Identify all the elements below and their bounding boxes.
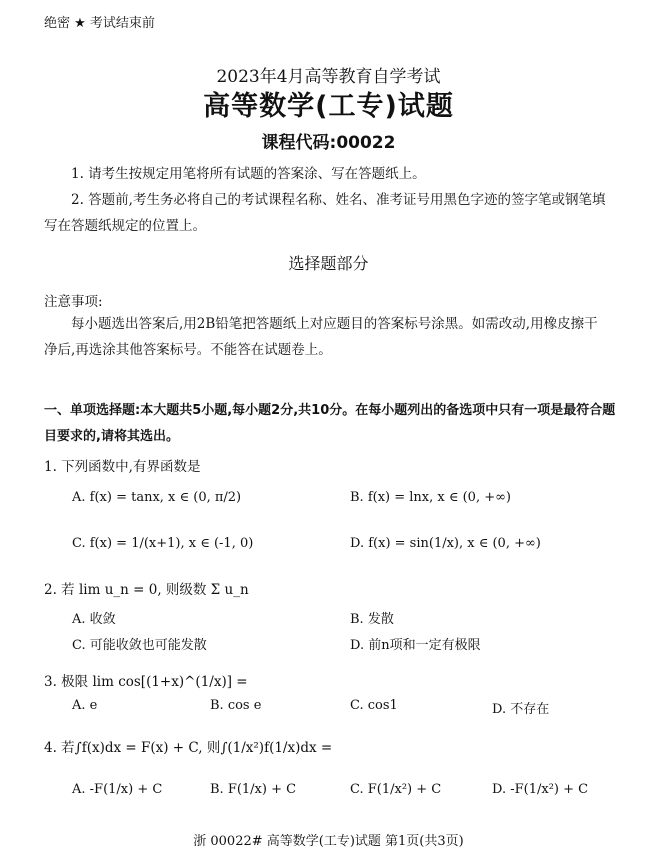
question-1-option-c: C. f(x) = 1/(x+1), x ∈ (-1, 0)	[72, 536, 254, 551]
question-3-option-b: B. cos e	[210, 698, 262, 713]
instruction-1: 1. 请考生按规定用笔将所有试题的答案涂、写在答题纸上。	[71, 166, 426, 182]
page-title: 高等数学(工专)试题	[203, 91, 454, 122]
question-1-stem: 1. 下列函数中,有界函数是	[44, 459, 201, 475]
course-code: 课程代码:00022	[261, 133, 396, 153]
question-2-stem: 2. 若 lim u_n = 0, 则级数 Σ u_n	[44, 582, 249, 598]
question-3-option-a: A. e	[72, 698, 98, 713]
question-2-option-b: B. 发散	[350, 612, 394, 627]
section-title: 选择题部分	[288, 254, 369, 273]
question-1-option-b: B. f(x) = lnx, x ∈ (0, +∞)	[350, 490, 512, 505]
question-4-option-a: A. -F(1/x) + C	[72, 782, 163, 797]
instruction-2: 2. 答题前,考生务必将自己的考试课程名称、姓名、准考证号用黑色字迹的签字笔或钢笔填写在答题纸规定的位置上。	[44, 192, 606, 234]
question-3-stem: 3. 极限 lim cos[(1+x)^(1/x)] =	[44, 674, 248, 690]
question-3-option-d: D. 不存在	[492, 702, 550, 717]
question-2-option-a: A. 收敛	[72, 612, 116, 627]
question-4-option-c: C. F(1/x²) + C	[350, 782, 442, 797]
page-footer: 浙 00022# 高等数学(工专)试题 第1页(共3页)	[193, 834, 464, 849]
question-4-stem: 4. 若∫f(x)dx = F(x) + C, 则∫(1/x²)f(1/x)dx =	[44, 740, 333, 756]
confidential-mark: 绝密 ★ 考试结束前	[44, 16, 155, 31]
question-2-option-d: D. 前n项和一定有极限	[350, 638, 481, 653]
notice-body: 每小题选出答案后,用2B铅笔把答题纸上对应题目的答案标号涂黑。如需改动,用橡皮擦干净后,再选涂其他答案标号。不能答在试题卷上。	[44, 316, 598, 358]
question-1-option-d: D. f(x) = sin(1/x), x ∈ (0, +∞)	[350, 536, 541, 551]
question-4-option-d: D. -F(1/x²) + C	[492, 782, 589, 797]
exam-subtitle: 2023年4月高等教育自学考试	[216, 67, 441, 87]
question-4-option-b: B. F(1/x) + C	[210, 782, 297, 797]
question-3-option-c: C. cos1	[350, 698, 398, 713]
question-2-option-c: C. 可能收敛也可能发散	[72, 638, 207, 653]
part-one-heading: 一、单项选择题:本大题共5小题,每小题2分,共10分。在每小题列出的备选项中只有一项是最符合题目要求的,请将其选出。	[44, 403, 616, 444]
question-1-option-a: A. f(x) = tanx, x ∈ (0, π/2)	[72, 490, 242, 505]
notice-heading: 注意事项:	[44, 294, 103, 310]
